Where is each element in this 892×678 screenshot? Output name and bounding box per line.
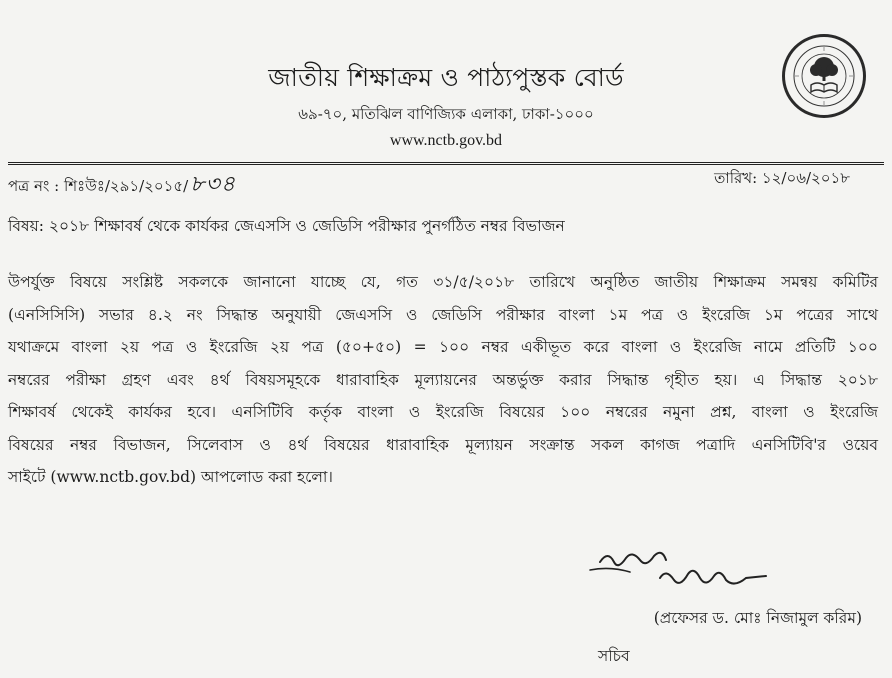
signatory-name: (প্রফেসর ড. মোঃ নিজামুল করিম): [653, 609, 862, 627]
org-name: জাতীয় শিক্ষাক্রম ও পাঠ্যপুস্তক বোর্ড: [268, 63, 624, 92]
memo-handwritten-number: ৮৩৪: [190, 172, 237, 197]
nctb-seal-icon: [782, 34, 866, 118]
body-paragraph: [8, 266, 878, 494]
body-line: সাইটে (www.nctb.gov.bd) আপলোড করা হলো।: [8, 468, 333, 486]
subject-line: বিষয়: ২০১৮ শিক্ষাবর্ষ থেকে কার্যকর জেএসসি ও জেডিসি পরীক্ষার পুনর্গঠিত নম্বর বিভাজন: [8, 217, 565, 235]
body-line: বিষয়ের নম্বর বিভাজন, সিলেবাস ও ৪র্থ বিষয়ের ধারাবাহিক মূল্যায়ন সংক্রান্ত সকল কাগজ পত্রাদি এনসিটিবি'র ওয়েব: [8, 435, 878, 454]
memo-prefix: পত্র নং : শিঃউঃ/২৯১/২০১৫/: [8, 177, 189, 195]
memo-date: তারিখ: ১২/০৬/২০১৮: [714, 169, 850, 187]
body-line: যথাক্রমে বাংলা ২য় পত্র ও ইংরেজি ২য় পত্র (৫০+৫০) = ১০০ নম্বর একীভূত করে বাংলা ও ইংরেজি নামে প্রতিটি ১০০: [8, 338, 878, 356]
body-line: উপর্যুক্ত বিষয়ে সংশ্লিষ্ট সকলকে জানানো যাচ্ছে যে, গত ৩১/৫/২০১৮ তারিখে অনুষ্ঠিত জাতীয় শিক্ষাক্রম সমন্বয় কমিটির: [8, 273, 878, 291]
seal-graphic: [785, 37, 863, 115]
body-line: শিক্ষাবর্ষ থেকেই কার্যকর হবে। এনসিটিবি কর্তৃক বাংলা ও ইংরেজি বিষয়ের ১০০ নম্বরের নমুনা প্রশ্ন, বাংলা ও ইংরেজি: [8, 403, 878, 421]
body-line: (এনসিসিসি) সভার ৪.২ নং সিদ্ধান্ত অনুযায়ী জেএসসি ও জেডিসি পরীক্ষার বাংলা ১ম পত্র ও ইংরেজি ১ম পত্রের সাথে: [8, 305, 878, 324]
org-address: ৬৯-৭০, মতিঝিল বাণিজ্যিক এলাকা, ঢাকা-১০০০: [298, 105, 594, 123]
handwritten-signature: [570, 548, 790, 608]
memo-number: [8, 167, 236, 204]
org-website: www.nctb.gov.bd: [389, 132, 503, 149]
body-line: নম্বরের পরীক্ষা গ্রহণ এবং ৪র্থ বিষয়সমূহকে ধারাবাহিক মূল্যায়নের অন্তর্ভুক্ত করার সিদ্ধান্ত গৃহীত হয়। এ সিদ্ধান্ত ২০১৮: [8, 370, 878, 389]
header-divider: [8, 162, 884, 165]
signatory-title: সচিব: [598, 647, 630, 665]
